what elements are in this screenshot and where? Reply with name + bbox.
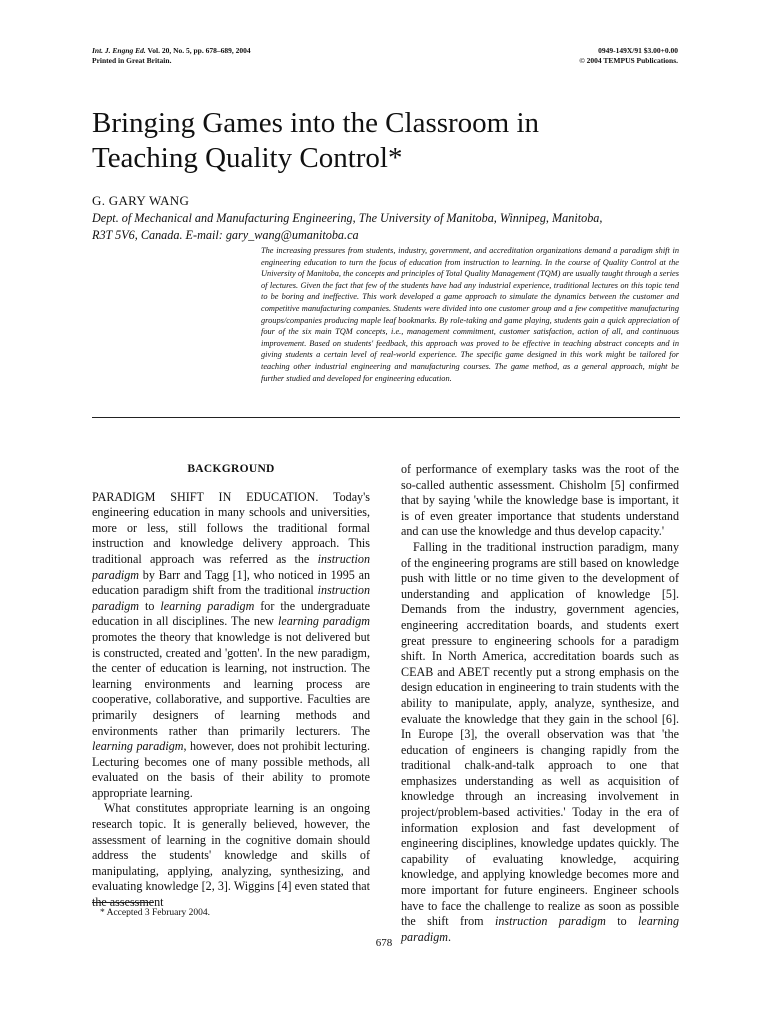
author-name: G. GARY WANG: [92, 193, 190, 208]
publisher-header: [579, 46, 678, 66]
journal-citation: [92, 46, 251, 56]
paragraph: [92, 490, 370, 802]
text-run: to: [605, 914, 639, 929]
emphasis: learning paradigm: [277, 614, 370, 629]
text-run: for the undergraduate education in all disciplines. The new: [92, 598, 370, 629]
printed-in: Printed in Great Britain.: [92, 56, 172, 65]
emphasis: learning paradigm: [160, 598, 255, 613]
footnote-divider: [92, 902, 154, 903]
section-heading: BACKGROUND: [187, 463, 275, 475]
paper-title-line-2: Teaching Quality Control*: [92, 142, 403, 174]
footnote: * Accepted 3 February 2004.: [100, 908, 211, 918]
copyright: © 2004 TEMPUS Publications.: [579, 56, 678, 65]
emphasis: instruction paradigm: [92, 583, 370, 613]
emphasis: instruction paradigm: [92, 551, 370, 582]
text-run: by Barr and Tagg [1], who noticed in 1995 an education paradigm shift from the traditional: [92, 567, 370, 598]
header-divider: [92, 417, 680, 418]
text-run: PARADIGM SHIFT IN EDUCATION. Today's engineering education in many schools and universities, more or less, still follows the traditional formal instruction and knowledge delivery approach. This traditional approach was referred as the: [92, 489, 370, 566]
text-run: .: [448, 929, 452, 944]
paragraph: [401, 540, 679, 945]
paper-title: [92, 106, 682, 176]
paragraph: of performance of exemplary tasks was the root of the so-called authentic assessment. Chisholm [5] confirmed that by saying 'while the knowledge base is important, it is of even greater importance that students understand and can use the knowledge and thus develop capacity.': [401, 462, 679, 539]
journal-name: Int. J. Engng Ed.: [92, 46, 146, 55]
journal-volume: Vol. 20, No. 5, pp. 678–689, 2004: [145, 46, 251, 55]
emphasis: learning paradigm: [92, 739, 184, 754]
text-run: Falling in the traditional instruction paradigm, many of the engineering programs are still based on knowledge push with little or no time given to the development of understanding and application of knowledge [5]. Demands from the industry, government agencies, engineering accreditation boards, and students exert great pressure to engineering schools for a paradigm shift. In North America, accreditation boards such as CEAB and ABET recently put a strong emphasis on the design education in engineering to train students with the ability to manipulate, apply, analyze, synthesize, and evaluate the knowledge that they gain in the school [6]. In Europe [3], the overall observation was that 'the education of engineers is changing rapidly from the traditional chalk-and-talk approach to one that emphasizes understanding as well as acquisition of knowledge through an increasing involvement in project/problem-based activities.' Today in the era of information explosion and fast development of engineering disciplines, knowledge updates quickly. The capability of evaluating knowledge, acquiring knowledge, and applying knowledge becomes more and more important for future engineers. Engineer schools have to face the challenge to realize as soon as possible the shift from: [401, 539, 679, 929]
page-number: 678: [375, 937, 393, 949]
paragraph: What constitutes appropriate learning is an ongoing research topic. It is generally believed, however, the assessment of learning in the cognitive domain should address the students' knowledge and skills of manipulating, applying, analyzing, synthesizing, and evaluating knowledge [2, 3]. Wiggins [4] even stated that the assessment: [92, 801, 370, 910]
abstract: The increasing pressures from students, industry, government, and accreditation organizations demand a paradigm shift in engineering education to turn the focus of education from instruction to learning. In the course of Quality Control at the University of Manitoba, the concepts and principles of Total Quality Management (TQM) are usually taught through a series of lectures. Given the fact that few of the students have had any industrial experience, traditional lectures on this topic tend to be boring and ineffective. This work developed a game approach to simulate the dynamics between the customer and competitive manufacturing companies. Students were divided into one customer group and a few competitive manufacturing groups/companies producing maple leaf bookmarks. By role-taking and game playing, students gain a quick appreciation of four of the six main TQM concepts, i.e., management commitment, customer satisfaction, action of all, and continuous improvement. Based on students' feedback, this approach was proved to be effective in teaching abstract concepts and in giving students a certain level of real-world experience. The specific game designed in this work might be tailored for teaching other industrial engineering and manufacturing courses. The game method, as a general approach, might be further studied and developed for engineering education.: [261, 246, 679, 383]
text-run: to: [139, 598, 161, 613]
body-column-left: [92, 462, 370, 911]
issn-price: 0949-149X/91 $3.00+0.00: [598, 46, 678, 55]
affiliation-line-2: R3T 5V6, Canada. E-mail: gary_wang@umanitoba.ca: [92, 227, 359, 242]
paper-title-line-1: Bringing Games into the Classroom in: [92, 107, 540, 139]
body-column-right: [401, 462, 679, 945]
text-run: promotes the theory that knowledge is not delivered but is constructed, created and 'gotten'. In the new paradigm, the center of education is learning, not instruction. The learning environments and learning process are cooperative, collaborative, and supportive. Faculties are primarily designers of learning methods and environments rather than primarily lecturers. The: [92, 629, 370, 738]
author-affiliation: [92, 210, 682, 243]
journal-header: [92, 46, 251, 66]
emphasis: learning paradigm: [401, 914, 679, 944]
text-run: , however, does not prohibit lecturing. Lecturing becomes one of many possible methods, all evaluated on the basis of their ability to promote appropriate learning.: [92, 739, 370, 800]
emphasis: instruction paradigm: [494, 914, 606, 929]
affiliation-line-1: Dept. of Mechanical and Manufacturing Engineering, The University of Manitoba, Winnipeg, Manitoba,: [92, 211, 603, 225]
